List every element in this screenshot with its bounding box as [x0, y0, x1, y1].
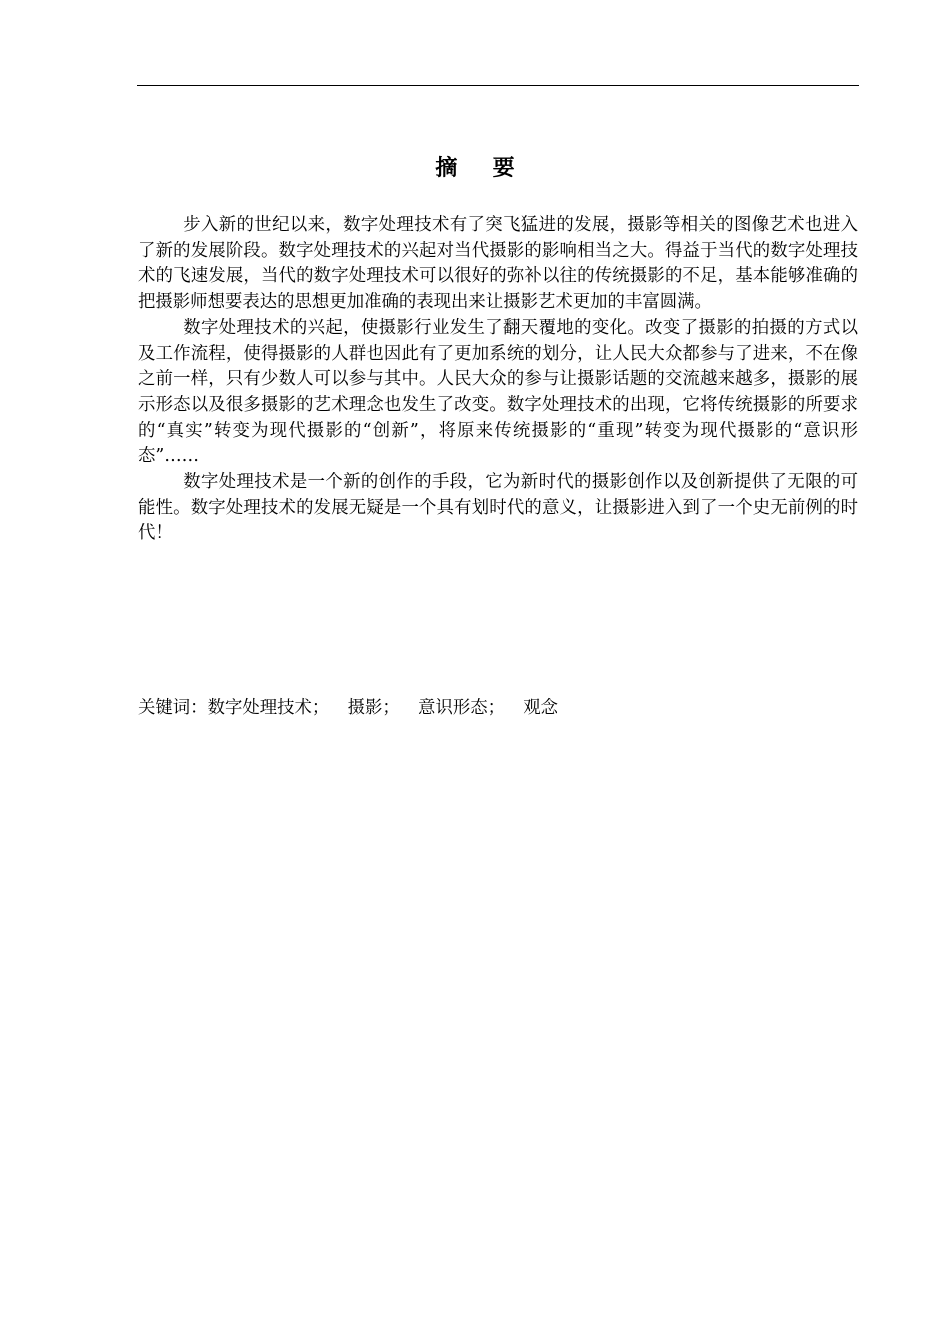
keyword-item: 数字处理技术；	[207, 698, 330, 718]
abstract-title: 摘要	[435, 156, 550, 181]
keywords-label: 关键词：	[138, 698, 208, 718]
abstract-paragraph-2: 数字处理技术的兴起，使摄影行业发生了翻天覆地的变化。改变了摄影的拍摄的方式以及工作流程，使得摄影的人群也因此有了更加系统的划分，让人民大众都参与了进来，不在像之前一样，只有少数人可以参与其中。人民大众的参与让摄影话题的交流越来越多，摄影的展示形态以及很多摄影的艺术理念也发生了改变。数字处理技术的出现，它将传统摄影的所要求的“真实”转变为现代摄影的“创新”，将原来传统摄影的“重现”转变为现代摄影的“意识形态”……	[138, 317, 858, 467]
keywords-line	[138, 695, 858, 721]
keyword-item: 摄影；	[347, 698, 400, 718]
abstract-paragraph-3: 数字处理技术是一个新的创作的手段，它为新时代的摄影创作以及创新提供了无限的可能性。数字处理技术的发展无疑是一个具有划时代的意义，让摄影进入到了一个史无前例的时代！	[138, 472, 858, 544]
keyword-item: 意识形态；	[418, 698, 506, 718]
abstract-paragraph-1: 步入新的世纪以来，数字处理技术有了突飞猛进的发展，摄影等相关的图像艺术也进入了新的发展阶段。数字处理技术的兴起对当代摄影的影响相当之大。得益于当代的数字处理技术的飞速发展，当代的数字处理技术可以很好的弥补以往的传统摄影的不足，基本能够准确的把摄影师想要表达的思想更加准确的表现出来让摄影艺术更加的丰富圆满。	[138, 215, 858, 313]
keyword-item: 观念	[523, 698, 559, 718]
abstract-body	[138, 213, 858, 547]
header-rule	[137, 85, 859, 86]
